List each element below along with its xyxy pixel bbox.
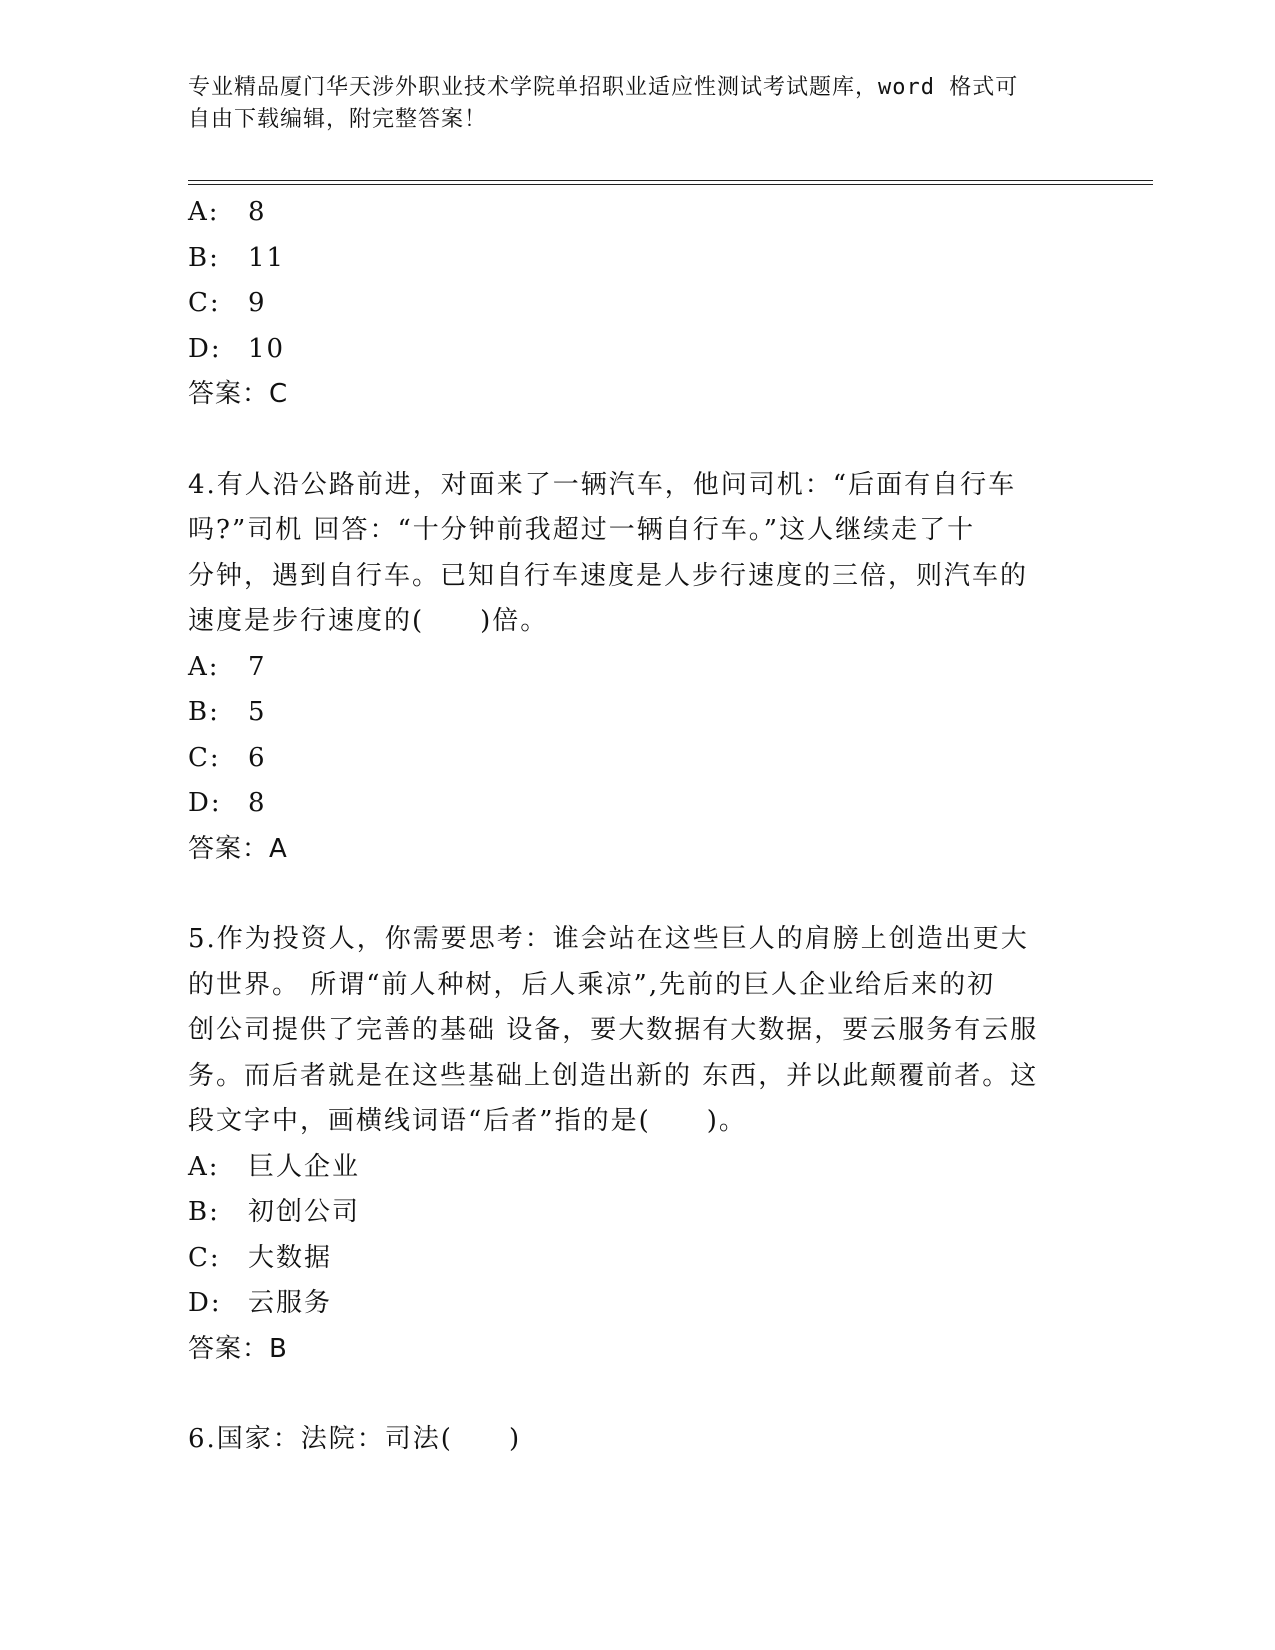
option-d: D: 8 xyxy=(188,788,267,818)
option-b: B: 11 xyxy=(188,242,286,273)
question-4-line: 4.有人沿公路前进，对面来了一辆汽车，他问司机：“后面有自行车 xyxy=(188,469,1017,500)
header-line-2: 自由下载编辑，附完整答案！ xyxy=(188,107,488,132)
question-4-line: 吗?”司机 回答：“十分钟前我超过一辆自行车。”这人继续走了十 xyxy=(188,515,976,545)
question-5-line: 5.作为投资人，你需要思考：谁会站在这些巨人的肩膀上创造出更大 xyxy=(188,924,1029,954)
question-5-line: 的世界。 所谓“前人种树，后人乘凉”,先前的巨人企业给后来的初 xyxy=(188,969,996,1000)
option-a: A: 巨人企业 xyxy=(188,1151,361,1182)
header-divider-bottom xyxy=(188,184,1153,185)
question-5 xyxy=(188,917,1088,1372)
question-5-line: 段文字中，画横线词语“后者”指的是( )。 xyxy=(188,1106,747,1136)
option-a: A: 7 xyxy=(188,651,267,682)
option-a: A: 8 xyxy=(188,197,267,227)
answer-5: 答案：B xyxy=(188,1333,288,1364)
question-3-options xyxy=(188,190,1088,418)
option-d: D: 10 xyxy=(188,333,286,364)
option-b: B: 5 xyxy=(188,697,267,727)
option-d: D: 云服务 xyxy=(188,1288,333,1318)
option-c: C: 9 xyxy=(188,288,267,318)
question-4-line: 速度是步行速度的( )倍。 xyxy=(188,606,549,636)
header-divider-top xyxy=(188,180,1153,181)
question-4 xyxy=(188,463,1088,873)
header-line-1: 专业精品厦门华天涉外职业技术学院单招职业适应性测试考试题库，word 格式可 xyxy=(188,75,1019,100)
answer-4: 答案：A xyxy=(188,833,288,864)
question-6-line: 6.国家：法院：司法( ) xyxy=(188,1424,522,1454)
document-body xyxy=(188,190,1088,1463)
option-b: B: 初创公司 xyxy=(188,1197,361,1227)
option-c: C: 6 xyxy=(188,742,267,773)
document-header xyxy=(188,72,1068,136)
option-c: C: 大数据 xyxy=(188,1242,333,1273)
question-4-line: 分钟，遇到自行车。已知自行车速度是人步行速度的三倍，则汽车的 xyxy=(188,560,1029,591)
question-5-line: 创公司提供了完善的基础 设备，要大数据有大数据，要云服务有云服 xyxy=(188,1015,1039,1045)
answer-3: 答案：C xyxy=(188,379,289,409)
question-6 xyxy=(188,1417,1088,1463)
question-5-line: 务。而后者就是在这些基础上创造出新的 东西，并以此颠覆前者。这 xyxy=(188,1060,1039,1091)
